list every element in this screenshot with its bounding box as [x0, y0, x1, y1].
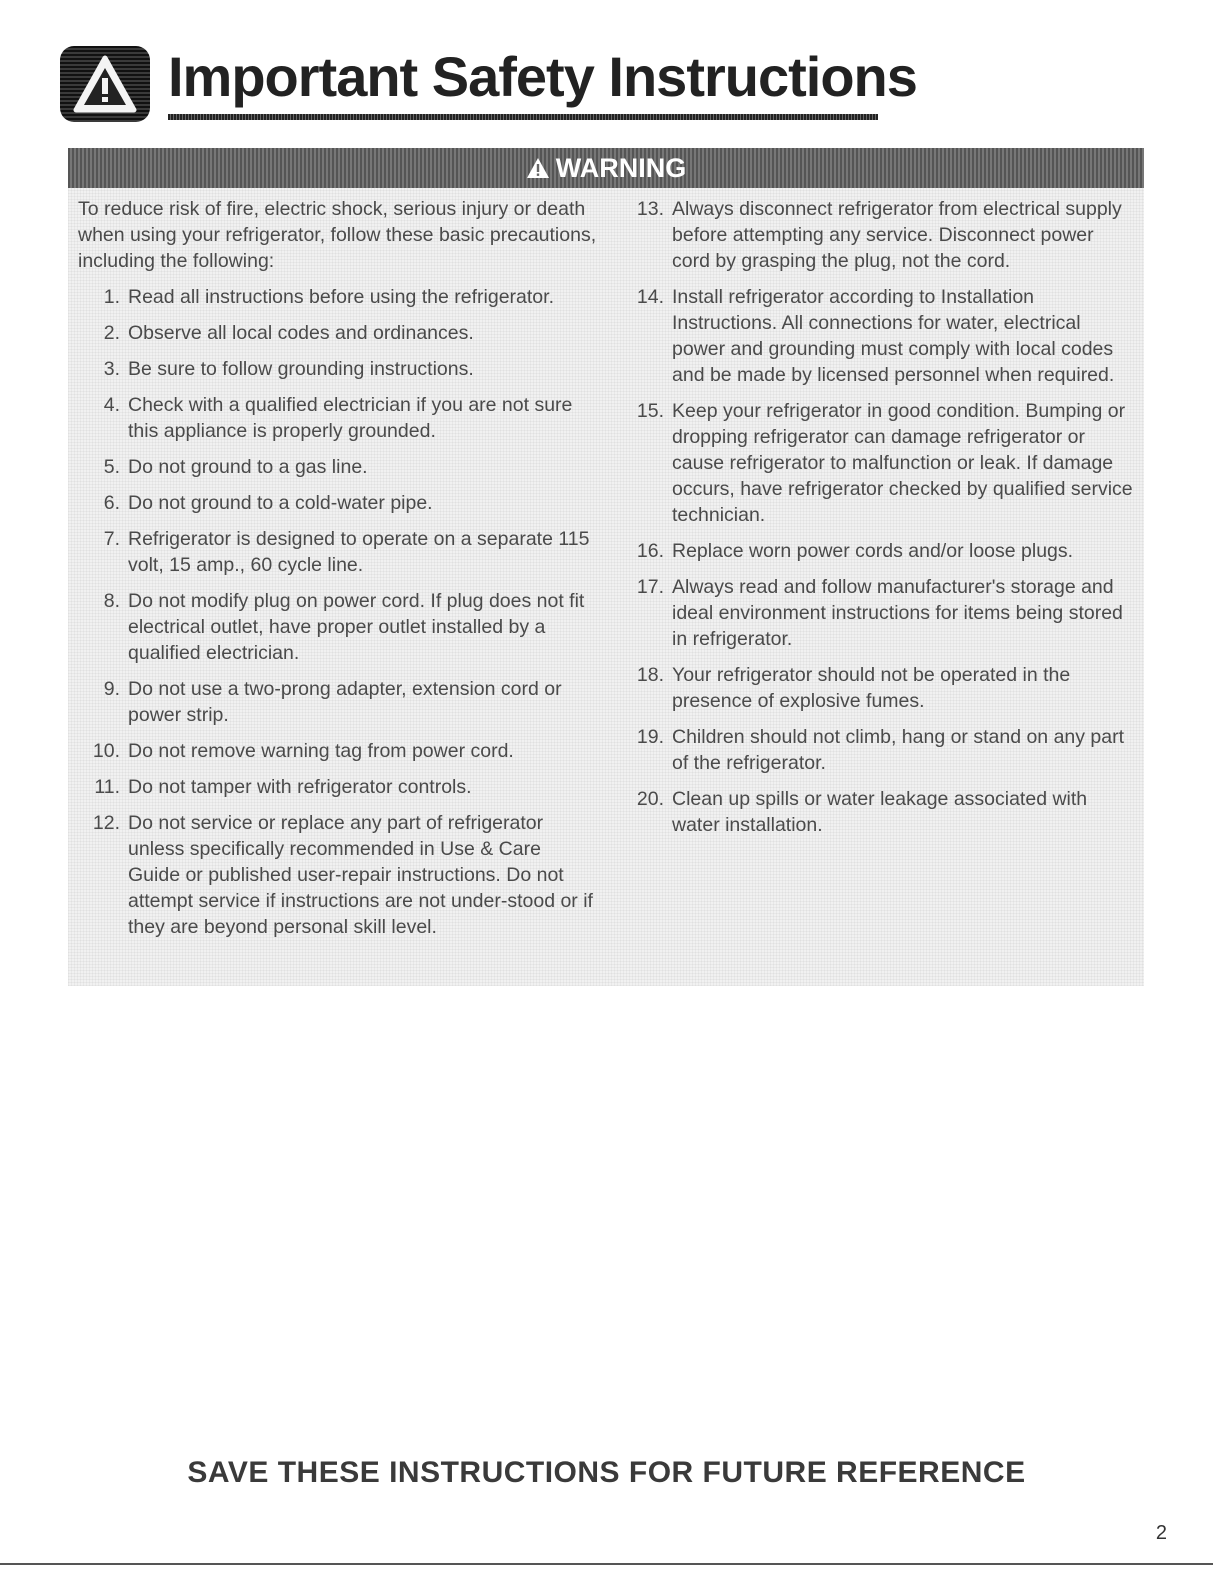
list-item — [628, 538, 1134, 564]
item-text: Do not remove warning tag from power cord. — [128, 740, 514, 762]
warning-right-column — [628, 196, 1134, 848]
list-item — [78, 588, 598, 666]
list-item — [78, 738, 598, 764]
warning-left-column — [78, 196, 598, 950]
item-number: 17. — [636, 576, 664, 598]
list-item — [78, 774, 598, 800]
right-items-list — [628, 196, 1134, 838]
item-text: Keep your refrigerator in good condition. Bumping or dropping refrigerator can damage refrigerator or cause refrigerator to malfunction or leak. If damage occurs, have refrigerator checked by qualified service technician. — [672, 400, 1133, 526]
save-instructions-notice: SAVE THESE INSTRUCTIONS FOR FUTURE REFERENCE — [187, 1456, 1026, 1489]
item-text: Do not service or replace any part of refrigerator unless specifically recommended in Use & Care Guide or published user-repair instructions. Do not attempt service if instructions are not under-stood or if they are beyond personal skill level. — [128, 812, 593, 938]
list-item — [78, 392, 598, 444]
list-item — [628, 662, 1134, 714]
item-text: Clean up spills or water leakage associated with water installation. — [672, 788, 1088, 836]
list-item — [628, 398, 1134, 528]
item-number: 15. — [636, 400, 664, 422]
list-item — [628, 724, 1134, 776]
item-text: Always disconnect refrigerator from electrical supply before attempting any service. Disconnect power cord by grasping the plug, not the cord. — [672, 198, 1122, 272]
item-text: Your refrigerator should not be operated in the presence of explosive fumes. — [672, 664, 1071, 712]
item-number: 11. — [94, 776, 120, 798]
item-number: 2. — [103, 322, 120, 344]
item-text: Read all instructions before using the refrigerator. — [128, 286, 554, 308]
page-header — [60, 44, 917, 124]
item-number: 3. — [103, 358, 120, 380]
page-title: Important Safety Instructions — [168, 45, 917, 108]
warning-intro: To reduce risk of fire, electric shock, serious injury or death when using your refrigerator, follow these basic precautions, including the following: — [78, 198, 597, 272]
item-text: Observe all local codes and ordinances. — [128, 322, 474, 344]
item-text: Be sure to follow grounding instructions. — [128, 358, 474, 380]
item-text: Do not use a two-prong adapter, extension cord or power strip. — [128, 678, 562, 726]
item-number: 19. — [636, 726, 664, 748]
list-item — [78, 454, 598, 480]
item-number: 1. — [103, 286, 120, 308]
list-item — [78, 320, 598, 346]
item-number: 8. — [103, 590, 120, 612]
list-item — [78, 676, 598, 728]
list-item — [78, 356, 598, 382]
item-number: 16. — [636, 540, 664, 562]
item-text: Always read and follow manufacturer's storage and ideal environment instructions for items being stored in refrigerator. — [672, 576, 1123, 650]
warning-triangle-icon — [60, 46, 150, 122]
item-number: 20. — [636, 788, 664, 810]
list-item — [628, 786, 1134, 838]
item-text: Do not tamper with refrigerator controls. — [128, 776, 472, 798]
list-item — [78, 526, 598, 578]
item-text: Do not ground to a gas line. — [128, 456, 368, 478]
item-text: Children should not climb, hang or stand on any part of the refrigerator. — [672, 726, 1125, 774]
list-item — [628, 574, 1134, 652]
page-number: 2 — [1155, 1522, 1167, 1544]
item-number: 18. — [636, 664, 664, 686]
item-text: Replace worn power cords and/or loose plugs. — [672, 540, 1074, 562]
title-underline — [168, 114, 878, 120]
item-number: 10. — [92, 740, 120, 762]
item-number: 7. — [103, 528, 120, 550]
item-number: 9. — [103, 678, 120, 700]
item-number: 4. — [103, 394, 120, 416]
item-text: Do not modify plug on power cord. If plug does not fit electrical outlet, have proper outlet installed by a qualified electrician. — [128, 590, 585, 664]
bottom-rule — [0, 1563, 1213, 1565]
warning-box — [68, 148, 1144, 986]
list-item — [78, 810, 598, 940]
warning-label: WARNING — [555, 152, 687, 183]
item-number: 14. — [636, 286, 664, 308]
list-item — [78, 490, 598, 516]
item-number: 12. — [92, 812, 120, 834]
warning-banner — [68, 148, 1144, 188]
item-text: Install refrigerator according to Installation Instructions. All connections for water, electrical power and grounding must comply with local codes and be made by licensed personnel when required. — [672, 286, 1115, 386]
list-item — [628, 284, 1134, 388]
item-number: 5. — [103, 456, 120, 478]
item-text: Do not ground to a cold-water pipe. — [128, 492, 433, 514]
item-text: Check with a qualified electrician if you are not sure this appliance is properly grounded. — [128, 394, 573, 442]
item-number: 13. — [636, 198, 664, 220]
list-item — [628, 196, 1134, 274]
left-items-list — [78, 284, 598, 940]
item-text: Refrigerator is designed to operate on a separate 115 volt, 15 amp., 60 cycle line. — [128, 528, 590, 576]
list-item — [78, 284, 598, 310]
item-number: 6. — [103, 492, 120, 514]
warning-triangle-icon — [526, 157, 550, 179]
